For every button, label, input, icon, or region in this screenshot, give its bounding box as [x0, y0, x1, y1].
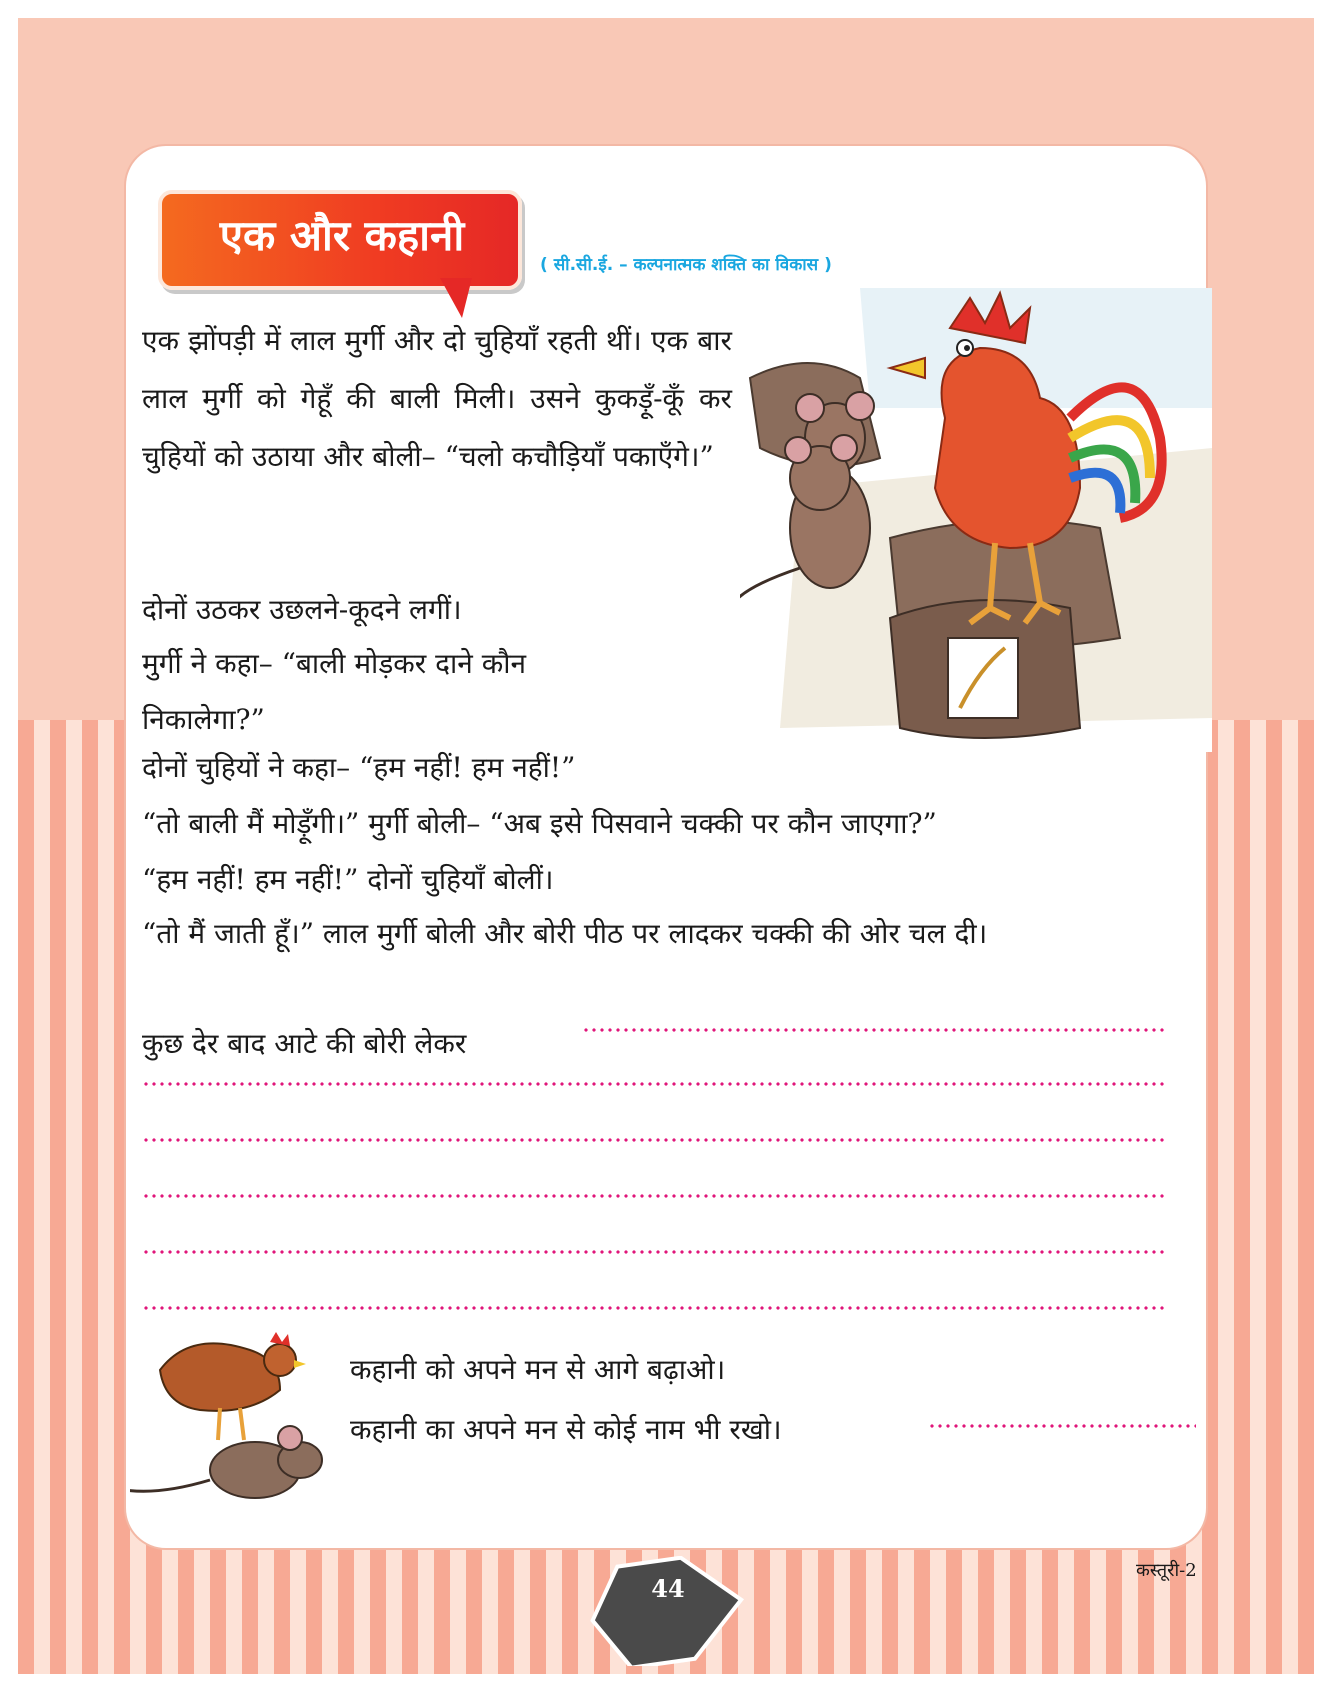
story-paragraph-2: दोनों उठकर उछलने-कूदने लगीं। — [142, 593, 462, 626]
instruction-2: कहानी का अपने मन से कोई नाम भी रखो। — [350, 1413, 782, 1446]
hen-body — [160, 1343, 280, 1411]
page-number: 44 — [651, 1574, 685, 1603]
writing-line[interactable] — [142, 1306, 1168, 1310]
instruction-1: कहानी को अपने मन से आगे बढ़ाओ। — [350, 1353, 726, 1386]
story-paragraph-1: एक झोंपड़ी में लाल मुर्गी और दो चुहियाँ रहती थीं। एक बार लाल मुर्गी को गेहूँ की बाली मिली। उसने कुकड़ूँ-कूँ कर चुहियों को उठाया और बोली– “चलो कचौड़ियाँ पकाएँगे।” — [142, 324, 732, 473]
writing-line[interactable] — [582, 1028, 1168, 1032]
story-paragraph-5: “तो बाली मैं मोड़ूँगी।” मुर्गी बोली– “अब इसे पिसवाने चक्की पर कौन जाएगा?” — [142, 807, 937, 840]
story-paragraph-4: दोनों चुहियों ने कहा– “हम नहीं! हम नहीं!” — [142, 751, 576, 784]
rooster-mice-illustration — [740, 288, 1212, 752]
story-paragraph-3: मुर्गी ने कहा– “बाली मोड़कर दाने कौन निकालेगा?” — [142, 647, 527, 736]
writing-line[interactable] — [142, 1194, 1168, 1198]
hen-head — [264, 1344, 296, 1376]
book-label: कस्तूरी-2 — [1136, 1560, 1197, 1581]
writing-line[interactable] — [142, 1082, 1168, 1086]
writing-line[interactable] — [142, 1138, 1168, 1142]
writing-line[interactable] — [142, 1250, 1168, 1254]
subtitle: ( सी.सी.ई. – कल्पनात्मक शक्ति का विकास ) — [540, 255, 832, 275]
page-number-badge — [588, 1556, 748, 1666]
story-paragraph-6: “हम नहीं! हम नहीं!” दोनों चुहियाँ बोलीं। — [142, 863, 554, 896]
story-name-line[interactable] — [928, 1424, 1196, 1428]
story-paragraph-8: कुछ देर बाद आटे की बोरी लेकर — [142, 1027, 467, 1060]
page-title: एक और कहानी — [219, 211, 465, 260]
hen-and-mouse-illustration — [130, 1320, 360, 1520]
wheat-label — [948, 638, 1018, 718]
story-paragraph-7: “तो मैं जाती हूँ।” लाल मुर्गी बोली और बोरी पीठ पर लादकर चक्की की ओर चल दी। — [142, 917, 988, 950]
